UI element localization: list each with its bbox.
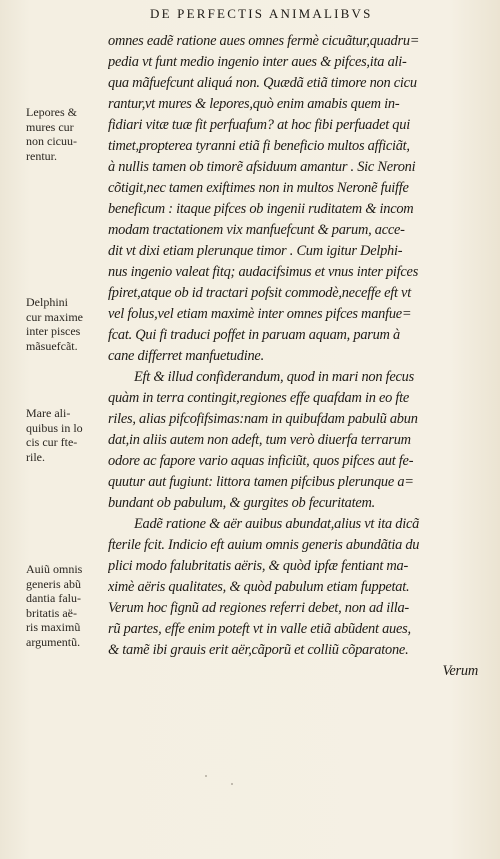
margin-note-lepores: [26, 105, 112, 163]
margin-note-line: Auiũ omnis: [26, 562, 83, 576]
margin-note-line: cis cur fte-: [26, 435, 78, 449]
text-line: fpiret,atque ob id tractari pofsit commodè,neceffe eft vt: [108, 285, 411, 301]
text-line: rantur,vt mures & lepores,quò enim amabis quem in-: [108, 96, 400, 112]
text-line: quutur aut fugiunt: littora tamen pifcibus plerunque a=: [108, 474, 414, 490]
text-line: cane differret manfuetudine.: [108, 348, 264, 364]
text-line: omnes eadẽ ratione aues omnes fermè cicuãtur,quadru=: [108, 33, 420, 49]
margin-note-line: inter pisces: [26, 324, 81, 338]
text-line: Verum hoc fignũ ad regiones referri debet, non ad illa-: [108, 600, 409, 616]
body-text: [108, 31, 500, 682]
text-line: Eft & illud confiderandum, quod in mari non fecus: [134, 369, 414, 385]
text-line: qua mãfuefcunt aliquá non. Quædã etiã timore non cicu: [108, 75, 417, 91]
margin-note-line: argumentũ.: [26, 634, 81, 649]
margin-note-line: dantia falu-: [26, 591, 81, 605]
text-line: cõtigit,nec tamen exiftimes non in multos Neronẽ fuiffe: [108, 180, 409, 196]
margin-note-line: non cicuu-: [26, 134, 77, 148]
text-line: bundant ob pabulum, & gurgites ob fecuritatem.: [108, 495, 375, 511]
catchword: Verum: [442, 663, 478, 679]
text-line: timet,propterea tyranni etiã fi beneficio multos afficiãt,: [108, 138, 410, 154]
text-line: riles, alias pifcofifsimas:nam in quibufdam pabulũ abun: [108, 411, 418, 427]
paper-speck: [231, 783, 233, 785]
text-line: fterile fcit. Indicio eft auium omnis generis abundãtia du: [108, 537, 420, 553]
margin-note-mare: [26, 406, 112, 464]
margin-note-auium: [26, 562, 112, 649]
margin-note-line: Delphini: [26, 295, 68, 309]
running-head: DE PERFECTIS ANIMALIBVS: [150, 6, 373, 21]
margin-note-line: Lepores &: [26, 105, 77, 119]
text-line: beneficum : itaque pifces ob ingenii ruditatem & incom: [108, 201, 414, 217]
margin-note-line: cur maxime: [26, 309, 83, 324]
margin-note-line: ris maximũ: [26, 620, 81, 634]
text-line: modam tractationem vix manfuefcunt & parum, acce-: [108, 222, 405, 238]
text-line: dit vt dixi etiam plerunque timor . Cum igitur Delphi-: [108, 243, 403, 259]
text-line: nus ingenio valeat fitq; audacifsimus et vnus inter pifces: [108, 264, 419, 280]
paper-speck: [205, 775, 207, 777]
text-line: dat,in aliis autem non adeft, tum verò diuerfa terrarum: [108, 432, 411, 448]
text-line: rũ partes, effe enim poteft vt in valle etiã abũdent aues,: [108, 621, 411, 637]
text-line: plici modo falubritatis aëris, & quòd ipfæ fentiant ma-: [108, 558, 409, 574]
margin-note-line: quibus in lo: [26, 420, 83, 435]
margin-note-line: rile.: [26, 449, 45, 464]
margin-note-line: Mare ali-: [26, 406, 71, 420]
margin-note-line: rentur.: [26, 148, 57, 163]
text-line: odore ac fapore vario aquas inficiũt, quos pifces aut fe-: [108, 453, 414, 469]
margin-note-line: generis abũ: [26, 576, 81, 591]
text-line: Eadẽ ratione & aër auibus abundat,alius vt ita dicã: [134, 516, 420, 532]
text-line: à nullis tamen ob timorẽ afsiduum amantur . Sic Neroni: [108, 159, 416, 175]
text-line: vel folus,vel etiam maximè inter omnes pifces manfue=: [108, 306, 412, 322]
text-line: fcat. Qui fi traduci poffet in paruam aquam, parum à: [108, 327, 400, 343]
text-line: ximè aëris qualitates, & quòd pabulum etiam fuppetat.: [108, 579, 410, 595]
text-line: & tamẽ ibi grauis erit aër,cãporũ et colliũ cõparatone.: [108, 642, 409, 658]
text-line: fidiari vitæ tuæ fit perfuafum? at hoc fibi perfuadet qui: [108, 117, 410, 133]
margin-note-line: britatis aë-: [26, 605, 77, 620]
margin-note-delphini: [26, 295, 112, 353]
margin-note-line: mures cur: [26, 119, 74, 134]
margin-note-line: mãsuefcãt.: [26, 338, 78, 353]
text-line: pedia vt funt medio ingenio inter aues & pifces,ita ali-: [108, 54, 407, 70]
text-line: quàm in terra contingit,regiones effe quafdam in eo fte: [108, 390, 410, 406]
